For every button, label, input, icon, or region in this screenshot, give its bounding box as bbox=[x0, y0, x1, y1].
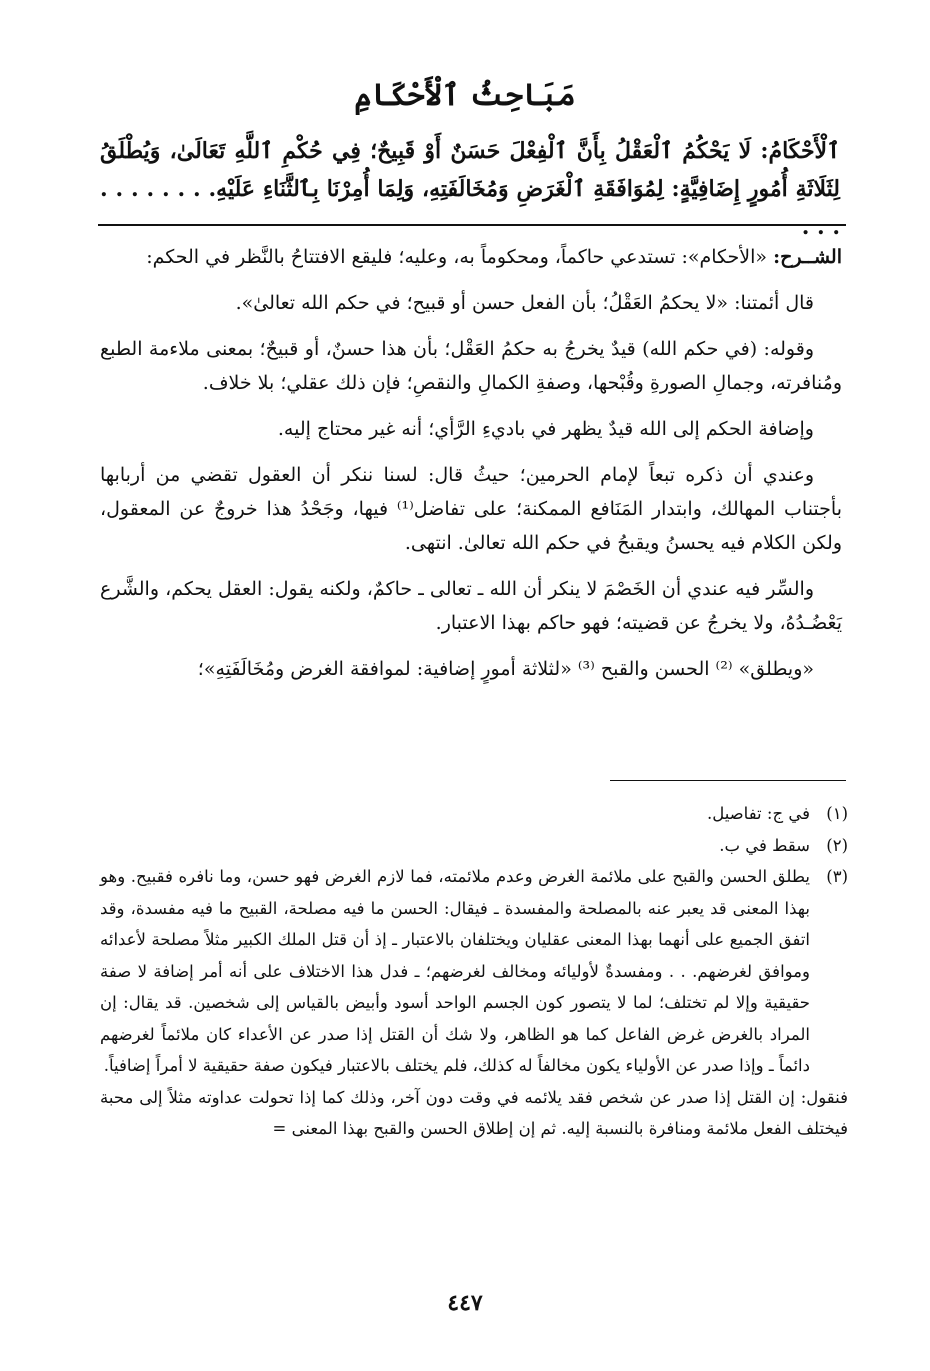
footnote-3 bbox=[100, 861, 848, 1082]
footnote-text: سقط في ب. bbox=[719, 835, 810, 855]
footnote-text: في ج: تفاصيل. bbox=[706, 804, 810, 823]
footnotes-section bbox=[100, 798, 848, 1145]
sharh-paragraph-7: «ويطلق» ⁽²⁾ الحسن والقبح ⁽³⁾ «لثلاثة أمورٍ إضافية: لموافقة الغرض ومُخَالَفَتِهِ»؛ bbox=[197, 658, 814, 680]
sharh-paragraph-5: وعندي أن ذكره تبعاً لإمام الحرمين؛ حيثُ قال: لسنا ننكر أن العقول تقضي من أربابها بأجتناب المهالك، وابتدار المَنَافع الممكنة؛ على تفاضل⁽¹⁾ فيها، وجَحْدُ هذا خروجٌ عن المعقول، ولكن الكلام فيه يحسنُ ويقبحُ في حكم الله تعالىٰ. انتهى. bbox=[100, 464, 842, 554]
footnote-3-continuation: فنقول: إن القتل إذا صدر عن شخص فقد يلائمه في وقت دون آخر، وذلك كما إذا تحولت عداوته مثلاً إلى محبة فيختلف الفعل ملائمة ومنافرة بالنسبة إليه. ثم إن إطلاق الحسن والقبح بهذا المعنى = bbox=[100, 1087, 848, 1138]
sharh-paragraph-3: وقوله: (في حكم الله) قيدٌ يخرجُ به حكمُ العَقْل؛ بأن هذا حسنٌ، أو قبيحٌ؛ بمعنى ملاءمة الطبع ومُنافرته، وجمالِ الصورةِ وقُبْحها، وصفةِ الكمالِ والنقصِ؛ فإن ذلك عقلي؛ بلا خلاف. bbox=[100, 338, 842, 394]
page-number: ٤٤٧ bbox=[447, 1290, 483, 1316]
matn-text: ٱلْأَحْكَامُ: لَا يَحْكُمُ ٱلْعَقْلُ بِأَنَّ ٱلْفِعْلَ حَسَنٌ أَوْ قَبِيحٌ؛ فِي حُكْمِ ٱللَّهِ تَعَالَىٰ، وَيُطْلَقُ لِثَلَاثَةِ أُمُورٍ إِضَافِيَّةٍ: لِمُوَافَقَةِ ٱلْغَرَضِ وَمُخَالَفَتِهِ، وَلِمَا أُمِرْنَا بِٱلثَّنَاءِ عَلَيْهِ. . . . . . . . . . . bbox=[100, 138, 840, 240]
sharh-paragraph-6: والسِّر فيه عندي أن الخَصْمَ لا ينكر أن الله ـ تعالى ـ حاكمٌ، ولكنه يقول: العقل يحكم، والشَّرع يَعْضُـدُهُ، ولا يخرجُ عن قضيته؛ فهو حاكم بهذا الاعتبار. bbox=[100, 578, 842, 634]
matn-divider bbox=[98, 224, 846, 226]
footnote-number: (٣) bbox=[826, 867, 848, 886]
sharh-paragraph-1 bbox=[100, 240, 842, 274]
sharh-text-1: «الأحكام»: تستدعي حاكماً، ومحكوماً به، وعليه؛ فليقع الافتتاحُ بالنَّظر في الحكم: bbox=[146, 246, 768, 268]
chapter-title: مَبَاحِثُ ٱلْأَحْكَامِ bbox=[354, 78, 576, 113]
footnote-number: (١) bbox=[826, 804, 848, 823]
sharh-paragraph-2: قال أئمتنا: «لا يحكمُ العَقْلُ؛ بأن الفعل حسن أو قبيح؛ في حكم الله تعالىٰ». bbox=[235, 292, 814, 314]
footnote-1 bbox=[100, 798, 848, 830]
sharh-label: الشــرح: bbox=[773, 246, 842, 268]
footnote-number: (٢) bbox=[826, 835, 848, 855]
footnote-2 bbox=[100, 830, 848, 862]
footnote-divider bbox=[610, 780, 846, 781]
sharh-section bbox=[100, 240, 842, 698]
footnote-text: يطلق الحسن والقبح على ملائمة الغرض وعدم ملائمته، فما لازم الغرض فهو حسن، وما نافره فقبيح. وهو بهذا المعنى قد يعبر عنه بالمصلحة والمفسدة ـ فيقال: الحسن ما فيه مصلحة، القبيح ما فيه مفسدة، وقد اتفق الجميع على أنهما بهذا المعنى عقليان ويختلفان بالاعتبار ـ إذ أن قتل الملك الكبير مثلاً مصلحة لأعدائه وموافق لغرضهم. . . ومفسدةٌ لأوليائه ومخالف لغرضهم؛ ـ فدل هذا الاختلاف على أنه أمر إضافة لا صفة حقيقية وإلا لم تختلف؛ لما لا يتصور كون الجسم الواحد أسود وأبيض بالقياس إلى شخصين. قد يقال: إن المراد بالغرض غرض الفاعل كما هو الظاهر، ولا شك أن القتل إذا صدر عن الأعداء كان ملائماً لغرضهم دائماً ـ وإذا صدر عن الأولياء يكون مخالفاً له كذلك، فلم يختلف بالاعتبار فيكون صفة حقيقية لا أمراً إضافياً. bbox=[100, 867, 810, 1075]
sharh-paragraph-4: وإضافة الحكم إلى الله قيدٌ يظهر في باديءِ الرَّأي؛ أنه غير محتاج إليه. bbox=[277, 418, 814, 440]
